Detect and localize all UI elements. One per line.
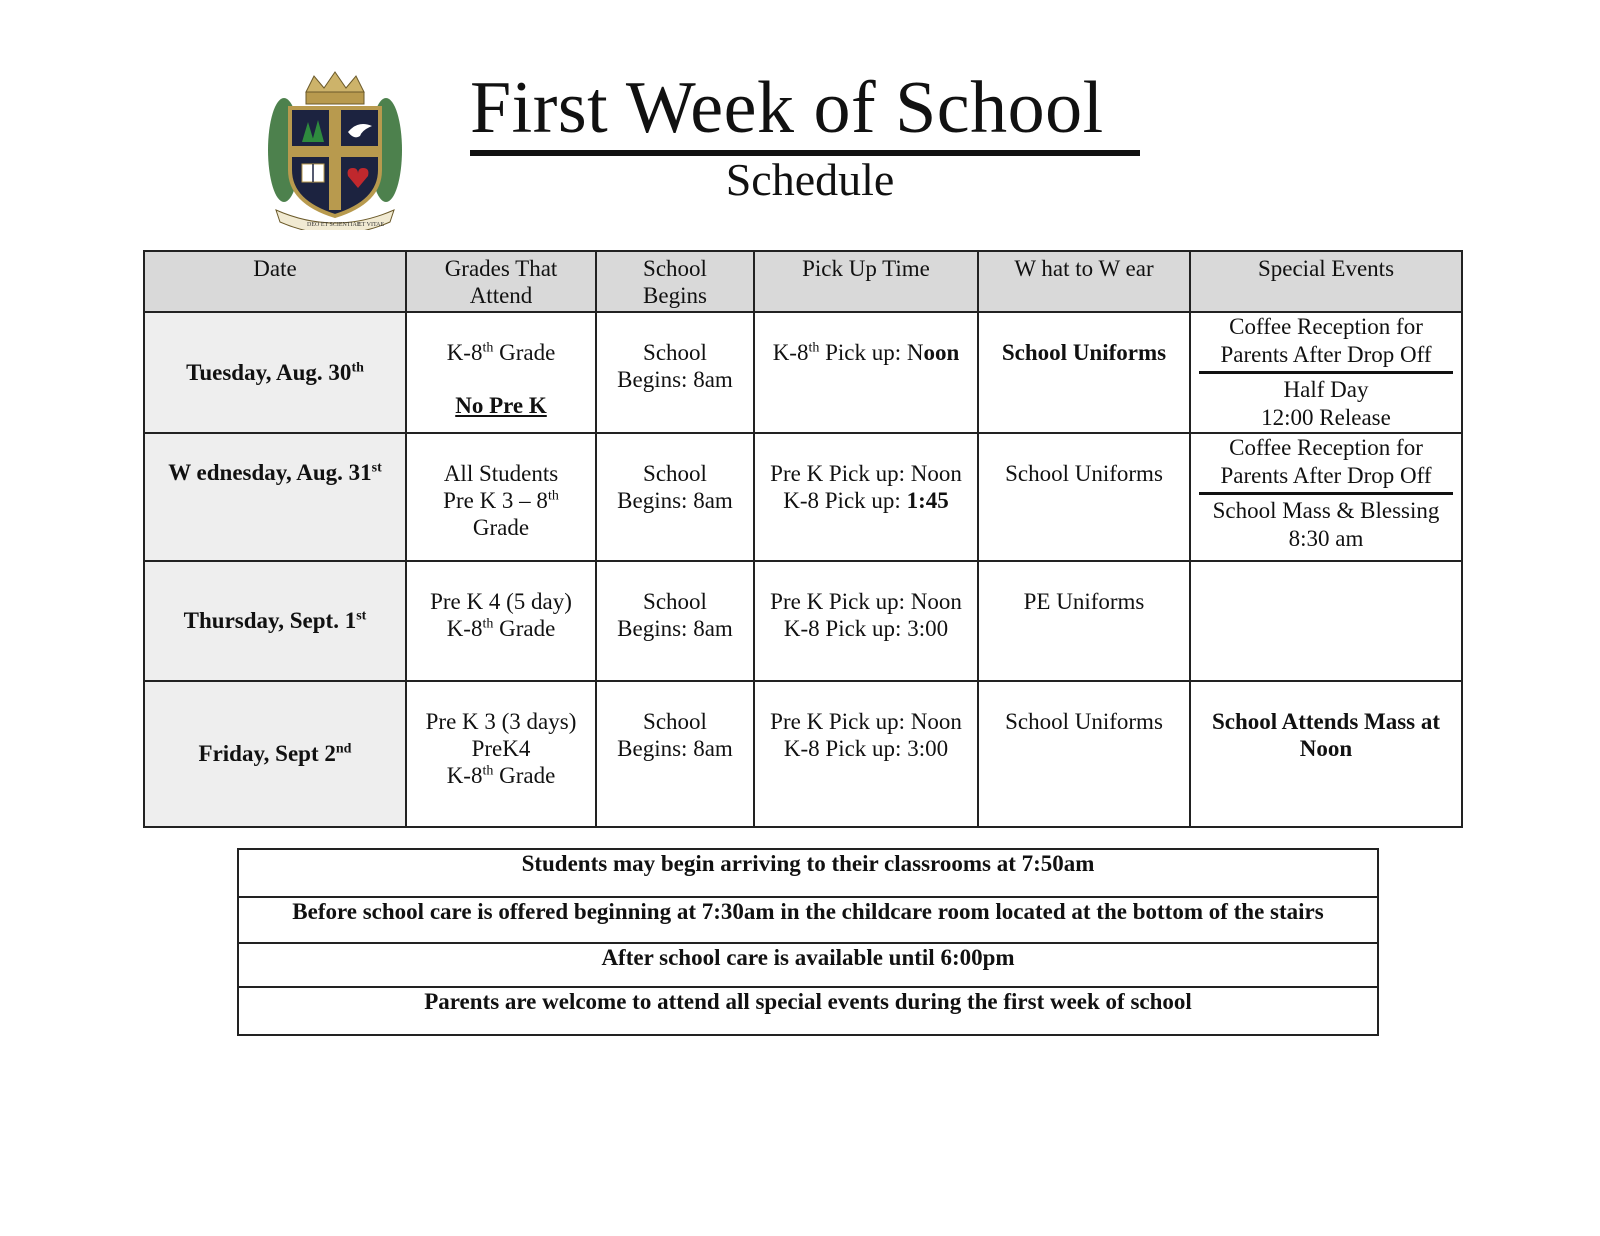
table-row [144, 561, 1462, 681]
pickup-cell: Pre K Pick up: Noon K-8 Pick up: 3:00 [754, 561, 978, 681]
table-header-row [144, 251, 1462, 312]
wear-cell: School Uniforms [978, 681, 1190, 827]
schedule-table [143, 250, 1463, 828]
pickup-cell: Pre K Pick up: Noon K-8 Pick up: 1:45 [754, 433, 978, 561]
date-cell: W ednesday, Aug. 31st [144, 433, 406, 561]
pickup-cell: K-8th Pick up: Noon [754, 312, 978, 433]
svg-text:ET VITAE: ET VITAE [358, 222, 385, 228]
date-cell: Thursday, Sept. 1st [144, 561, 406, 681]
note-row [238, 987, 1378, 1035]
note-row [238, 897, 1378, 943]
table-row [144, 681, 1462, 827]
svg-text:DEO ET SCIENTIAE: DEO ET SCIENTIAE [307, 222, 361, 228]
notes-table [237, 848, 1379, 1036]
grades-cell: K-8th Grade No Pre K [406, 312, 596, 433]
grades-cell: Pre K 3 (3 days) PreK4 K-8th Grade [406, 681, 596, 827]
page-subtitle: Schedule [725, 154, 895, 205]
header-grades: Grades That Attend [406, 251, 596, 312]
wear-cell: School Uniforms [978, 312, 1190, 433]
table-row [144, 433, 1462, 561]
date-cell: Tuesday, Aug. 30th [144, 312, 406, 433]
note-row [238, 943, 1378, 987]
page-title: First Week of School [470, 66, 1140, 156]
begins-cell: School Begins: 8am [596, 561, 754, 681]
events-cell: School Attends Mass at Noon [1190, 681, 1462, 827]
note-after-care: After school care is available until 6:00pm [238, 943, 1378, 987]
school-crest-icon [262, 70, 408, 230]
note-row [238, 849, 1378, 897]
events-cell: Coffee Reception for Parents After Drop Off School Mass & Blessing 8:30 am [1190, 433, 1462, 561]
events-cell [1190, 561, 1462, 681]
date-cell: Friday, Sept 2nd [144, 681, 406, 827]
note-arrival: Students may begin arriving to their classrooms at 7:50am [238, 849, 1378, 897]
header-pickup: Pick Up Time [754, 251, 978, 312]
wear-cell: School Uniforms [978, 433, 1190, 561]
table-row [144, 312, 1462, 433]
note-parents: Parents are welcome to attend all special events during the first week of school [238, 987, 1378, 1035]
begins-cell: School Begins: 8am [596, 681, 754, 827]
wear-cell: PE Uniforms [978, 561, 1190, 681]
events-cell: Coffee Reception for Parents After Drop Off Half Day 12:00 Release [1190, 312, 1462, 433]
grades-cell: Pre K 4 (5 day) K-8th Grade [406, 561, 596, 681]
header-events: Special Events [1190, 251, 1462, 312]
begins-cell: School Begins: 8am [596, 433, 754, 561]
header-wear: W hat to W ear [978, 251, 1190, 312]
grades-cell: All Students Pre K 3 – 8th Grade [406, 433, 596, 561]
note-before-care: Before school care is offered beginning at 7:30am in the childcare room located at the bottom of the stairs [238, 897, 1378, 943]
header-begins: School Begins [596, 251, 754, 312]
header-date: Date [144, 251, 406, 312]
pickup-cell: Pre K Pick up: Noon K-8 Pick up: 3:00 [754, 681, 978, 827]
begins-cell: School Begins: 8am [596, 312, 754, 433]
